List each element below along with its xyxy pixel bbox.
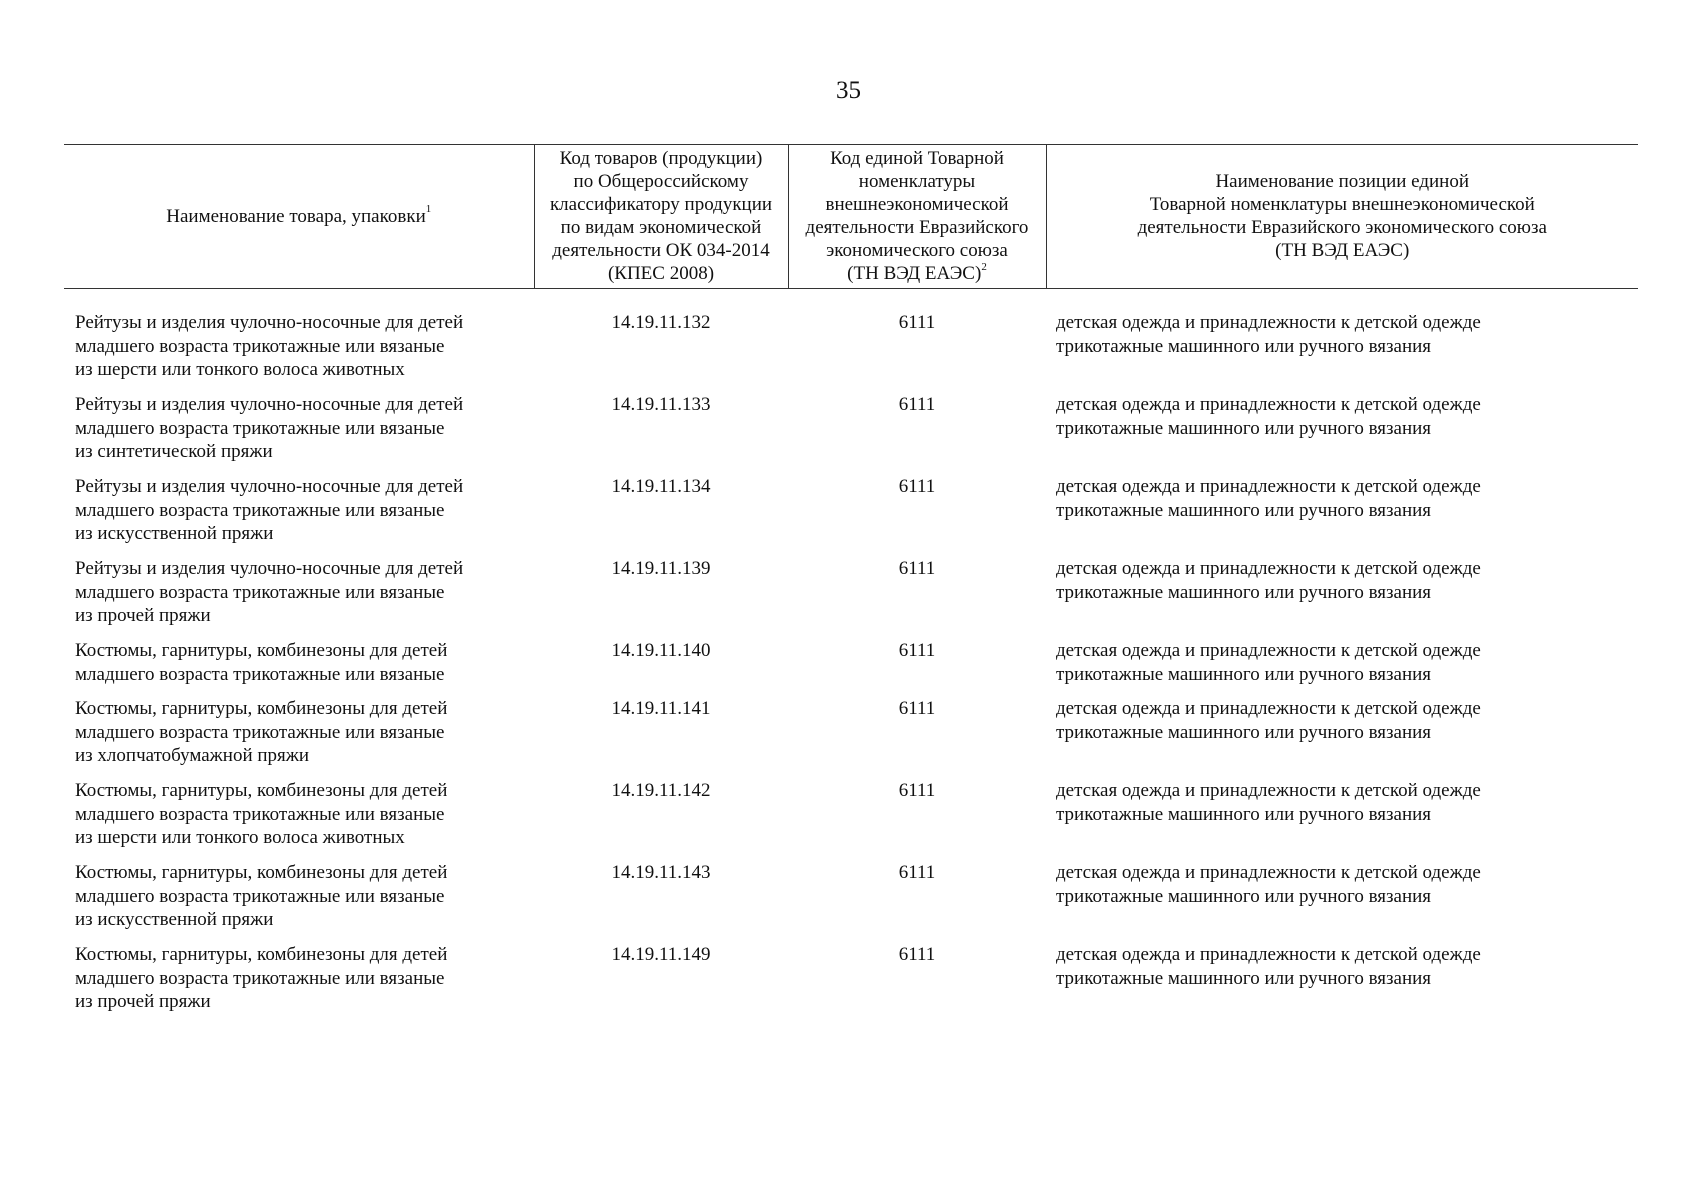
header-tnved-code: Код единой Товарной номенклатуры внешнеэкономической деятельности Евразийского экономического союза (ТН ВЭД ЕАЭС)$^2$ bbox=[788, 145, 1046, 289]
page-number: 35 bbox=[836, 77, 861, 104]
cell-tnved-position: детская одежда и принадлежности к детской одежде трикотажные машинного или ручного вязания bbox=[1056, 862, 1481, 907]
cell-okpd-code: 14.19.11.143 bbox=[611, 862, 711, 883]
cell-product-name: Костюмы, гарнитуры, комбинезоны для детей младшего возраста трикотажные или вязаные из прочей пряжи bbox=[75, 944, 448, 1012]
classification-table bbox=[64, 144, 1638, 1025]
cell-tnved-code: 6111 bbox=[898, 312, 936, 333]
cell-okpd-code: 14.19.11.139 bbox=[611, 558, 711, 579]
cell-product-name: Костюмы, гарнитуры, комбинезоны для детей младшего возраста трикотажные или вязаные из хлопчатобумажной пряжи bbox=[75, 698, 448, 766]
cell-tnved-code: 6111 bbox=[898, 698, 936, 719]
cell-okpd-code: 14.19.11.141 bbox=[611, 698, 711, 719]
cell-tnved-position: детская одежда и принадлежности к детской одежде трикотажные машинного или ручного вязания bbox=[1056, 476, 1481, 521]
table-row bbox=[64, 311, 1638, 393]
cell-okpd-code: 14.19.11.134 bbox=[611, 476, 711, 497]
cell-product-name: Рейтузы и изделия чулочно-носочные для детей младшего возраста трикотажные или вязаные из шерсти или тонкого волоса животных bbox=[75, 312, 464, 380]
cell-tnved-position: детская одежда и принадлежности к детской одежде трикотажные машинного или ручного вязания bbox=[1056, 944, 1481, 989]
table-row bbox=[64, 861, 1638, 943]
header-okpd-code: Код товаров (продукции) по Общероссийскому классификатору продукции по видам экономической деятельности ОК 034-2014 (КПЕС 2008) bbox=[534, 145, 788, 289]
cell-product-name: Костюмы, гарнитуры, комбинезоны для детей младшего возраста трикотажные или вязаные из шерсти или тонкого волоса животных bbox=[75, 780, 448, 848]
table-row bbox=[64, 557, 1638, 639]
table-row bbox=[64, 779, 1638, 861]
cell-product-name: Рейтузы и изделия чулочно-носочные для детей младшего возраста трикотажные или вязаные из искусственной пряжи bbox=[75, 476, 464, 544]
cell-tnved-code: 6111 bbox=[898, 640, 936, 661]
table-row bbox=[64, 393, 1638, 475]
table-row bbox=[64, 475, 1638, 557]
cell-product-name: Костюмы, гарнитуры, комбинезоны для детей младшего возраста трикотажные или вязаные bbox=[75, 640, 448, 685]
cell-tnved-code: 6111 bbox=[898, 780, 936, 801]
cell-okpd-code: 14.19.11.142 bbox=[611, 780, 711, 801]
table-row bbox=[64, 943, 1638, 1025]
cell-okpd-code: 14.19.11.140 bbox=[611, 640, 711, 661]
cell-tnved-position: детская одежда и принадлежности к детской одежде трикотажные машинного или ручного вязания bbox=[1056, 640, 1481, 685]
cell-tnved-position: детская одежда и принадлежности к детской одежде трикотажные машинного или ручного вязания bbox=[1056, 312, 1481, 357]
cell-product-name: Рейтузы и изделия чулочно-носочные для детей младшего возраста трикотажные или вязаные из синтетической пряжи bbox=[75, 394, 464, 462]
footnote-mark: 2 bbox=[981, 260, 987, 273]
cell-tnved-position: детская одежда и принадлежности к детской одежде трикотажные машинного или ручного вязания bbox=[1056, 394, 1481, 439]
cell-tnved-code: 6111 bbox=[898, 862, 936, 883]
cell-product-name: Рейтузы и изделия чулочно-носочные для детей младшего возраста трикотажные или вязаные из прочей пряжи bbox=[75, 558, 464, 626]
footnote-mark: 1 bbox=[425, 203, 432, 216]
cell-okpd-code: 14.19.11.149 bbox=[611, 944, 711, 965]
table-spacer bbox=[64, 289, 1638, 312]
header-row bbox=[64, 145, 1638, 289]
cell-tnved-position: детская одежда и принадлежности к детской одежде трикотажные машинного или ручного вязания bbox=[1056, 698, 1481, 743]
header-product-name: Наименование товара, упаковки$^1$ bbox=[64, 145, 534, 289]
table-body bbox=[64, 289, 1638, 1026]
table-row bbox=[64, 697, 1638, 779]
cell-product-name: Костюмы, гарнитуры, комбинезоны для детей младшего возраста трикотажные или вязаные из искусственной пряжи bbox=[75, 862, 448, 930]
cell-tnved-position: детская одежда и принадлежности к детской одежде трикотажные машинного или ручного вязания bbox=[1056, 780, 1481, 825]
cell-tnved-code: 6111 bbox=[898, 394, 936, 415]
cell-okpd-code: 14.19.11.133 bbox=[611, 394, 711, 415]
table-header bbox=[64, 145, 1638, 289]
table-row bbox=[64, 639, 1638, 697]
cell-tnved-position: детская одежда и принадлежности к детской одежде трикотажные машинного или ручного вязания bbox=[1056, 558, 1481, 603]
cell-tnved-code: 6111 bbox=[898, 558, 936, 579]
cell-tnved-code: 6111 bbox=[898, 476, 936, 497]
header-tnved-position: Наименование позиции единой Товарной номенклатуры внешнеэкономической деятельности Евразийского экономического союза (ТН ВЭД ЕАЭС) bbox=[1046, 145, 1638, 289]
cell-tnved-code: 6111 bbox=[898, 944, 936, 965]
cell-okpd-code: 14.19.11.132 bbox=[611, 312, 711, 333]
